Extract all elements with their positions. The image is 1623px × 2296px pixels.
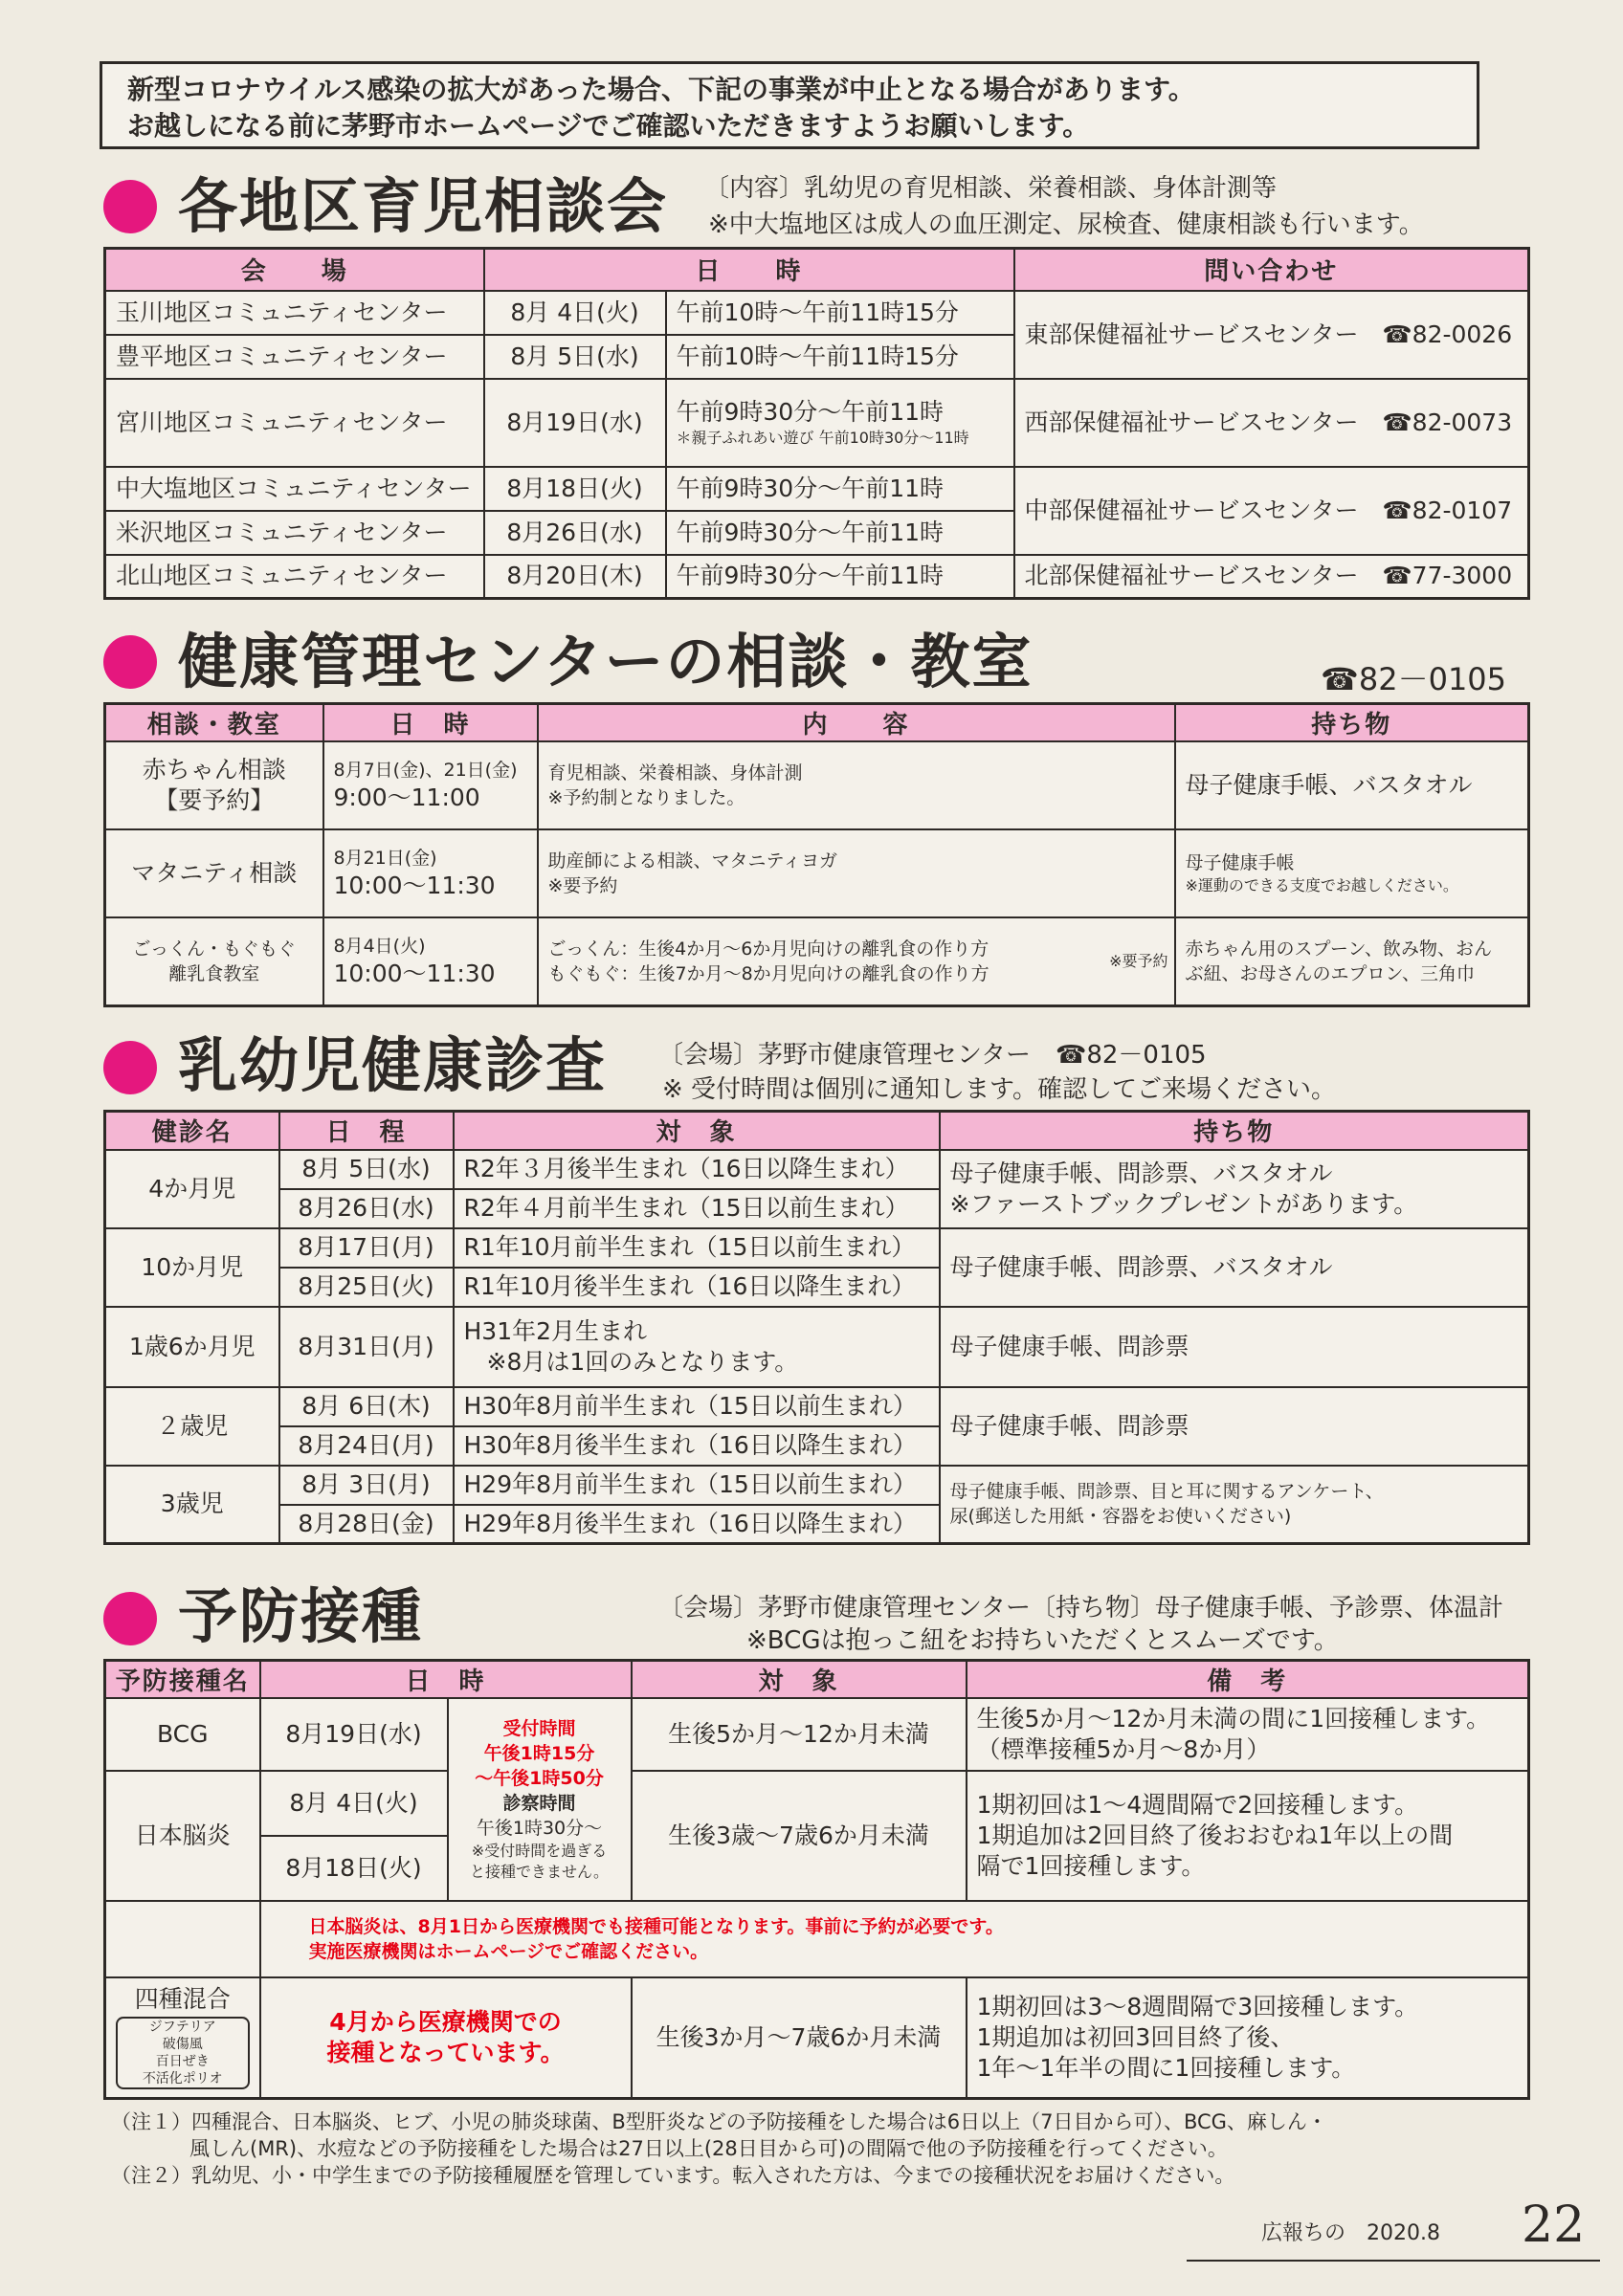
content-line: ※要予約 — [547, 875, 618, 896]
checkup-items-cell: 母子健康手帳、問診票 — [940, 1387, 1529, 1466]
contact-cell: 北部保健福祉サービスセンター ☎77-3000 — [1014, 555, 1529, 599]
checkup-date-cell: 8月25日(火) — [279, 1268, 454, 1307]
checkup-target-cell: R2年３月後半生まれ（16日以降生まれ） — [454, 1150, 940, 1189]
checkup-target-cell: H30年8月後半生まれ（16日以降生まれ） — [454, 1426, 940, 1466]
consultation-name-cell: マタニティ相談 — [105, 829, 323, 917]
date-cell: 8月18日(火) — [484, 467, 666, 511]
component: 不活化ポリオ — [142, 2070, 223, 2086]
col-header-contact: 問い合わせ — [1014, 249, 1529, 291]
childcare-table — [103, 247, 1530, 600]
checkup-table — [103, 1110, 1530, 1545]
vaccine-name-cell: BCG — [105, 1698, 260, 1771]
vaccine-target-cell: 生後5か月～12か月未満 — [632, 1698, 967, 1771]
date-cell: 8月 5日(水) — [484, 335, 666, 379]
checkup-date-cell: 8月31日(月) — [279, 1307, 454, 1387]
checkup-target-cell — [454, 1307, 940, 1387]
checkup-date-cell: 8月24日(月) — [279, 1426, 454, 1466]
vaccine-components — [116, 2017, 250, 2089]
consultation-date-cell — [323, 917, 538, 1005]
col-header-items: 持ち物 — [1175, 704, 1529, 742]
checkup-target-cell: H29年8月前半生まれ（15日以前生まれ） — [454, 1466, 940, 1505]
time-cell — [666, 379, 1014, 467]
col-header-consultation: 相談・教室 — [105, 704, 323, 742]
consultation-name-cell — [105, 741, 323, 829]
section-note: 〔会場〕茅野市健康管理センター〔持ち物〕母子健康手帳、予診票、体温計 — [658, 1594, 1503, 1623]
items-line: 尿(郵送した用紙・容器をお使いください) — [949, 1506, 1292, 1528]
footnote-1-cont: 風しん(MR)、水痘などの予防接種をした場合は27日以上(28日目から可)の間隔で他の予防接種を行ってください。 — [189, 2137, 1228, 2160]
consultation-content-cell — [538, 741, 1175, 829]
consultation-date-cell — [323, 829, 538, 917]
quad-red-note-cell — [260, 1977, 632, 2098]
consultation-content-cell — [538, 917, 1175, 1005]
vaccine-date-cell: 8月19日(水) — [260, 1698, 448, 1771]
venue-cell: 米沢地区コミュニティセンター — [105, 511, 484, 555]
checkup-items-cell: 母子健康手帳、問診票、バスタオル — [940, 1228, 1529, 1307]
date-cell: 8月20日(木) — [484, 555, 666, 599]
consultation-content-cell — [538, 829, 1175, 917]
consultation-sub: 【要予約】 — [154, 786, 275, 814]
checkup-target-cell: R2年４月前半生まれ（15日以前生まれ） — [454, 1189, 940, 1228]
content-line: ※予約制となりました。 — [547, 787, 745, 808]
remark-line: 1期初回は3～8週間隔で3回接種します。 — [976, 1992, 1419, 2020]
remark-line: 隔で1回接種します。 — [976, 1852, 1206, 1880]
consultation-time: 10:00～11:30 — [333, 959, 496, 987]
checkup-target-cell: H29年8月後半生まれ（16日以降生まれ） — [454, 1505, 940, 1544]
col-header-items: 持ち物 — [940, 1112, 1529, 1150]
contact-cell: 東部保健福祉サービスセンター ☎82-0026 — [1014, 291, 1529, 379]
checkup-items-cell — [940, 1150, 1529, 1228]
je-red-note-cell — [260, 1901, 1529, 1977]
checkup-date-cell: 8月28日(金) — [279, 1505, 454, 1544]
red-note: 日本脳炎は、8月1日から医療機関でも接種可能となります。事前に予約が必要です。 — [308, 1916, 1004, 1937]
time-cell: 午前9時30分～午前11時 — [666, 555, 1014, 599]
footnote-2: （注２）乳幼児、小・中学生までの予防接種履歴を管理しています。転入された方は、今までの接種状況をお届けください。 — [111, 2164, 1235, 2187]
section-note: 〔会場〕茅野市健康管理センター ☎82－0105 — [658, 1041, 1207, 1070]
vaccine-remark-cell — [967, 1698, 1529, 1771]
red-note: 実施医療機関はホームページでご確認ください。 — [308, 1941, 709, 1962]
section-title-health-center: 健康管理センターの相談・教室 — [178, 627, 1034, 696]
vaccine-date-cell: 8月18日(火) — [260, 1836, 448, 1901]
vaccine-name-cell — [105, 1977, 260, 2098]
exam-time: 午後1時30分～ — [476, 1818, 603, 1839]
venue-cell: 中大塩地区コミュニティセンター — [105, 467, 484, 511]
section-title-vaccination: 予防接種 — [178, 1581, 424, 1651]
consultation-time: 9:00～11:00 — [333, 784, 480, 811]
contact-cell: 中部保健福祉サービスセンター ☎82-0107 — [1014, 467, 1529, 555]
checkup-date-cell: 8月 6日(木) — [279, 1387, 454, 1426]
consultation-date: 8月21日(金) — [333, 848, 437, 869]
target-note: ※8月は1回のみとなります。 — [486, 1347, 799, 1376]
section-title-checkup: 乳幼児健康診査 — [178, 1030, 608, 1100]
notice-box — [100, 61, 1479, 149]
time-cell: 午前10時～午前11時15分 — [666, 291, 1014, 335]
contact-cell: 西部保健福祉サービスセンター ☎82-0073 — [1014, 379, 1529, 467]
time-note: ＊親子ふれあい遊び 午前10時30分～11時 — [676, 428, 969, 447]
consultation-sub: 離乳食教室 — [168, 962, 260, 984]
publication-label: 広報ちの 2020.8 — [1261, 2221, 1440, 2245]
items-line: ぶ紐、お母さんのエプロン、三角巾 — [1185, 962, 1475, 984]
col-header-remarks: 備 考 — [967, 1661, 1529, 1699]
reception-time: ～午後1時50分 — [475, 1768, 604, 1789]
reception-label: 受付時間 — [502, 1718, 576, 1739]
remark-line: 生後5か月～12か月未満の間に1回接種します。 — [976, 1705, 1491, 1733]
checkup-name-cell: 4か月児 — [105, 1150, 279, 1228]
remark-line: （標準接種5か月～8か月） — [976, 1735, 1271, 1763]
items-note: ※運動のできる支度でお越しください。 — [1185, 876, 1458, 894]
col-header-schedule: 日 程 — [279, 1112, 454, 1150]
remark-line: 1期初回は1～4週間隔で2回接種します。 — [976, 1791, 1419, 1819]
col-header-target: 対 象 — [632, 1661, 967, 1699]
section-bullet-icon — [103, 1592, 157, 1645]
venue-cell: 豊平地区コミュニティセンター — [105, 335, 484, 379]
checkup-date-cell: 8月26日(水) — [279, 1189, 454, 1228]
checkup-date-cell: 8月 3日(月) — [279, 1466, 454, 1505]
reservation-note: ※要予約 — [1109, 952, 1168, 970]
consultation-items-cell — [1175, 917, 1529, 1005]
notice-line-1: 新型コロナウイルス感染の拡大があった場合、下記の事業が中止となる場合があります。 — [127, 74, 1195, 105]
remark-line: 1期追加は初回3回目終了後、 — [976, 2022, 1295, 2051]
footnotes — [111, 2108, 1527, 2189]
consultation-date: 8月4日(火) — [333, 935, 426, 957]
vaccine-date-cell: 8月 4日(火) — [260, 1771, 448, 1836]
section-note: ※BCGは抱っこ紐をお持ちいただくとスムーズです。 — [746, 1626, 1339, 1655]
phone-number: ☎82－0105 — [1321, 661, 1507, 697]
red-note: 4月から医療機関での — [329, 2007, 562, 2036]
col-header-venue: 会 場 — [105, 249, 484, 291]
vaccine-name: 四種混合 — [134, 1984, 231, 2013]
vaccine-target-cell: 生後3か月～7歳6か月未満 — [632, 1977, 967, 2098]
consultation-items-cell — [1175, 829, 1529, 917]
items-line: 赤ちゃん用のスプーン、飲み物、おん — [1185, 938, 1493, 960]
section-bullet-icon — [103, 180, 157, 233]
date-cell: 8月19日(水) — [484, 379, 666, 467]
component: 破傷風 — [162, 2036, 203, 2052]
col-header-datetime: 日 時 — [323, 704, 538, 742]
checkup-name-cell: 10か月児 — [105, 1228, 279, 1307]
checkup-items-cell — [940, 1466, 1529, 1544]
col-header-target: 対 象 — [454, 1112, 940, 1150]
col-header-datetime: 日 時 — [484, 249, 1014, 291]
consultation-date-cell — [323, 741, 538, 829]
date-cell: 8月 4日(火) — [484, 291, 666, 335]
section-note: ※中大塩地区は成人の血圧測定、尿検査、健康相談も行います。 — [708, 210, 1424, 239]
vaccination-table — [103, 1659, 1530, 2100]
exam-label: 診察時間 — [502, 1793, 576, 1814]
notice-line-2: お越しになる前に茅野市ホームページでご確認いただきますようお願いします。 — [127, 110, 1090, 142]
section-note: 〔内容〕乳幼児の育児相談、栄養相談、身体計測等 — [704, 174, 1278, 203]
items-line: 母子健康手帳、問診票、バスタオル — [949, 1159, 1333, 1187]
consultation-name-cell — [105, 917, 323, 1005]
time-cell: 午前9時30分～午前11時 — [666, 467, 1014, 511]
page-number: 22 — [1522, 2197, 1586, 2254]
footnote-1: （注１）四種混合、日本脳炎、ヒブ、小児の肺炎球菌、B型肝炎などの予防接種をした場合は6日以上（7日目から可）、BCG、麻しん・ — [111, 2110, 1327, 2133]
items-line: 母子健康手帳、問診票、目と耳に関するアンケート、 — [949, 1481, 1384, 1503]
content-line: ごっくん：生後4か月～6か月児向けの離乳食の作り方 — [547, 938, 989, 960]
venue-cell: 宮川地区コミュニティセンター — [105, 379, 484, 467]
component: ジフテリア — [148, 2019, 216, 2035]
vaccine-name-cell: 日本脳炎 — [105, 1771, 260, 1901]
vaccine-target-cell: 生後3歳～7歳6か月未満 — [632, 1771, 967, 1901]
footer-rule — [1187, 2260, 1600, 2262]
content-line: 育児相談、栄養相談、身体計測 — [547, 762, 803, 784]
time-cell: 午前10時～午前11時15分 — [666, 335, 1014, 379]
time-cell: 午前9時30分～午前11時 — [666, 511, 1014, 555]
health-center-table — [103, 702, 1530, 1007]
consultation-items-cell: 母子健康手帳、バスタオル — [1175, 741, 1529, 829]
section-bullet-icon — [103, 635, 157, 689]
checkup-items-cell: 母子健康手帳、問診票 — [940, 1307, 1529, 1387]
col-header-datetime: 日 時 — [260, 1661, 632, 1699]
consultation-time: 10:00～11:30 — [333, 872, 496, 899]
vaccine-remark-cell — [967, 1977, 1529, 2098]
reception-time: 午後1時15分 — [483, 1743, 595, 1764]
empty-cell — [105, 1901, 260, 1977]
red-note: 接種となっています。 — [326, 2038, 565, 2066]
consultation-name: 赤ちゃん相談 — [142, 756, 286, 784]
consultation-date: 8月7日(金)、21日(金) — [333, 760, 518, 781]
items-line: ※ファーストブックプレゼントがあります。 — [949, 1189, 1418, 1218]
time-info-cell — [448, 1698, 632, 1901]
checkup-target-cell: R1年10月後半生まれ（16日以降生まれ） — [454, 1268, 940, 1307]
content-line: もぐもぐ：生後7か月～8か月児向けの離乳食の作り方 — [547, 962, 989, 984]
checkup-name-cell: 3歳児 — [105, 1466, 279, 1544]
checkup-date-cell: 8月17日(月) — [279, 1228, 454, 1268]
venue-cell: 北山地区コミュニティセンター — [105, 555, 484, 599]
col-header-vaccine: 予防接種名 — [105, 1661, 260, 1699]
remark-line: 1年～1年半の間に1回接種します。 — [976, 2053, 1356, 2082]
consultation-name: ごっくん・もぐもぐ — [132, 938, 297, 960]
caution-line: ※受付時間を過ぎる — [471, 1842, 608, 1860]
component: 百日ぜき — [155, 2053, 210, 2069]
time-text: 午前9時30分～午前11時 — [676, 397, 945, 426]
section-bullet-icon — [103, 1041, 157, 1094]
vaccine-remark-cell — [967, 1771, 1529, 1901]
target-line: H31年2月生まれ — [463, 1316, 648, 1345]
venue-cell: 玉川地区コミュニティセンター — [105, 291, 484, 335]
section-title-childcare: 各地区育児相談会 — [178, 171, 669, 241]
checkup-name-cell: ２歳児 — [105, 1387, 279, 1466]
caution-line: と接種できません。 — [470, 1863, 609, 1881]
checkup-target-cell: H30年8月前半生まれ（15日以前生まれ） — [454, 1387, 940, 1426]
remark-line: 1期追加は2回目終了後おおむね1年以上の間 — [976, 1821, 1454, 1849]
date-cell: 8月26日(水) — [484, 511, 666, 555]
checkup-target-cell: R1年10月前半生まれ（15日以前生まれ） — [454, 1228, 940, 1268]
checkup-name-cell: 1歳6か月児 — [105, 1307, 279, 1387]
col-header-checkup: 健診名 — [105, 1112, 279, 1150]
checkup-date-cell: 8月 5日(水) — [279, 1150, 454, 1189]
content-line: 助産師による相談、マタニティヨガ — [547, 850, 837, 872]
items-line: 母子健康手帳 — [1185, 852, 1295, 873]
col-header-content: 内 容 — [538, 704, 1175, 742]
section-note: ※ 受付時間は個別に通知します。確認してご来場ください。 — [662, 1075, 1336, 1104]
